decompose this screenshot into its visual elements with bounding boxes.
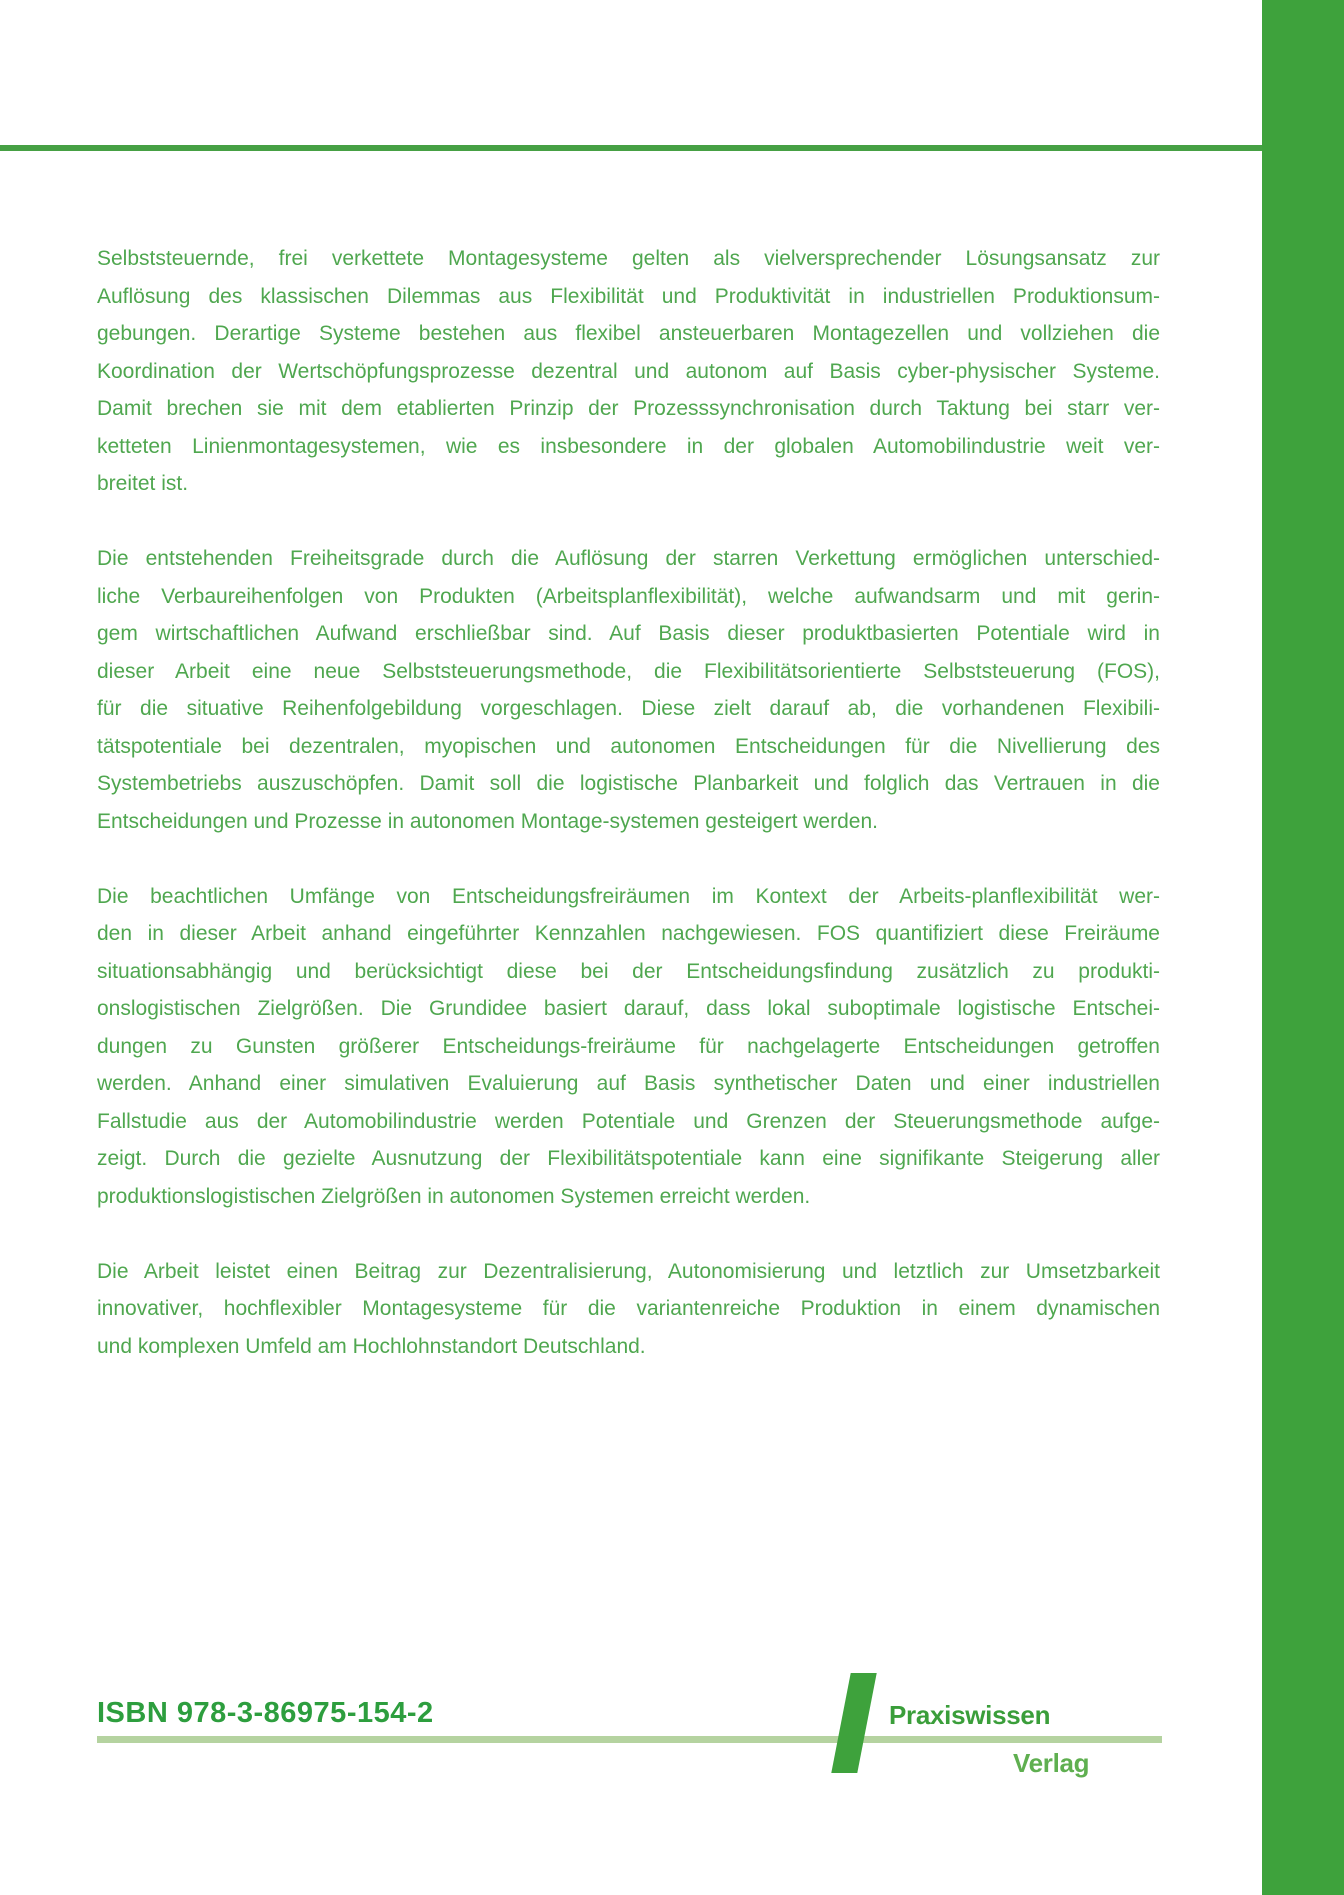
abstract-line: Damit brechen sie mit dem etablierten Prinzip der Prozesssynchronisation durch Taktung bei starr ver- bbox=[97, 397, 1160, 420]
abstract-paragraph bbox=[97, 240, 1160, 503]
publisher-type: Verlag bbox=[1013, 1748, 1090, 1778]
publisher-name: Praxiswissen bbox=[889, 1700, 1051, 1730]
abstract-line: Koordination der Wertschöpfungsprozesse dezentral und autonom auf Basis cyber-physischer Systeme. bbox=[97, 359, 1160, 383]
abstract-line: Systembetriebs auszuschöpfen. Damit soll die logistische Planbarkeit und folglich das Vertrauen in die bbox=[97, 772, 1160, 795]
abstract-paragraph bbox=[97, 1253, 1160, 1366]
abstract-line: werden. Anhand einer simulativen Evaluierung auf Basis synthetischer Daten und einer industriellen bbox=[97, 1072, 1160, 1095]
abstract-line: dieser Arbeit eine neue Selbststeuerungsmethode, die Flexibilitätsorientierte Selbststeuerung (FOS), bbox=[97, 659, 1160, 683]
abstract-line: ketteten Linienmontagesystemen, wie es insbesondere in der globalen Automobilindustrie weit ver- bbox=[97, 434, 1160, 458]
abstract-line: produktionslogistischen Zielgrößen in autonomen Systemen erreicht werden. bbox=[97, 1184, 811, 1208]
abstract-line: Auflösung des klassischen Dilemmas aus Flexibilität und Produktivität in industriellen Produktionsum- bbox=[97, 284, 1160, 308]
abstract-line: gem wirtschaftlichen Aufwand erschließbar sind. Auf Basis dieser produktbasierten Potentiale wird in bbox=[97, 622, 1160, 645]
abstract-paragraph bbox=[97, 540, 1160, 840]
abstract-line: Selbststeuernde, frei verkettete Montagesysteme gelten als vielversprechender Lösungsansatz zur bbox=[97, 247, 1160, 270]
right-accent-bar bbox=[1262, 0, 1344, 1895]
abstract-line: den in dieser Arbeit anhand eingeführter Kennzahlen nachgewiesen. FOS quantifiziert diese Freiräume bbox=[97, 922, 1160, 945]
abstract-line: innovativer, hochflexibler Montagesysteme für die variantenreiche Produktion in einem dynamischen bbox=[97, 1297, 1160, 1320]
abstract-line: Die Arbeit leistet einen Beitrag zur Dezentralisierung, Autonomisierung und letztlich zur Umsetzbarkeit bbox=[97, 1259, 1160, 1283]
abstract-line: für die situative Reihenfolgebildung vorgeschlagen. Diese zielt darauf ab, die vorhandenen Flexibili- bbox=[97, 697, 1160, 720]
footer-light-rule bbox=[97, 1736, 1162, 1743]
abstract-line: onslogistischen Zielgrößen. Die Grundidee basiert darauf, dass lokal suboptimale logistische Entschei- bbox=[97, 997, 1160, 1020]
abstract-line: breitet ist. bbox=[97, 472, 189, 495]
top-accent-rule bbox=[0, 145, 1262, 151]
isbn-label: ISBN 978-3-86975-154-2 bbox=[97, 1697, 434, 1729]
abstract-line: liche Verbaureihenfolgen von Produkten (Arbeitsplanflexibilität), welche aufwandsarm und mit gerin- bbox=[97, 584, 1160, 608]
abstract-line: gebungen. Derartige Systeme bestehen aus flexibel ansteuerbaren Montagezellen und vollziehen die bbox=[97, 322, 1160, 345]
abstract-line: tätspotentiale bei dezentralen, myopischen und autonomen Entscheidungen für die Nivellierung des bbox=[97, 734, 1160, 758]
publisher-slash-icon bbox=[831, 1673, 876, 1773]
abstract-line: und komplexen Umfeld am Hochlohnstandort Deutschland. bbox=[97, 1334, 646, 1358]
abstract-text-block bbox=[97, 240, 1160, 1365]
abstract-line: Fallstudie aus der Automobilindustrie werden Potentiale und Grenzen der Steuerungsmethode aufge- bbox=[97, 1109, 1160, 1133]
abstract-line: Die beachtlichen Umfänge von Entscheidungsfreiräumen im Kontext der Arbeits-planflexibilität wer- bbox=[97, 884, 1160, 908]
abstract-line: Entscheidungen und Prozesse in autonomen Montage-systemen gesteigert werden. bbox=[97, 809, 878, 833]
abstract-line: Die entstehenden Freiheitsgrade durch die Auflösung der starren Verkettung ermöglichen unterschied- bbox=[97, 547, 1160, 570]
abstract-line: situationsabhängig und berücksichtigt diese bei der Entscheidungsfindung zusätzlich zu produkti- bbox=[97, 959, 1160, 983]
abstract-paragraph bbox=[97, 878, 1160, 1216]
abstract-line: dungen zu Gunsten größerer Entscheidungs-freiräume für nachgelagerte Entscheidungen getroffen bbox=[97, 1034, 1160, 1058]
abstract-line: zeigt. Durch die gezielte Ausnutzung der Flexibilitätspotentiale kann eine signifikante Steigerung aller bbox=[97, 1147, 1160, 1170]
